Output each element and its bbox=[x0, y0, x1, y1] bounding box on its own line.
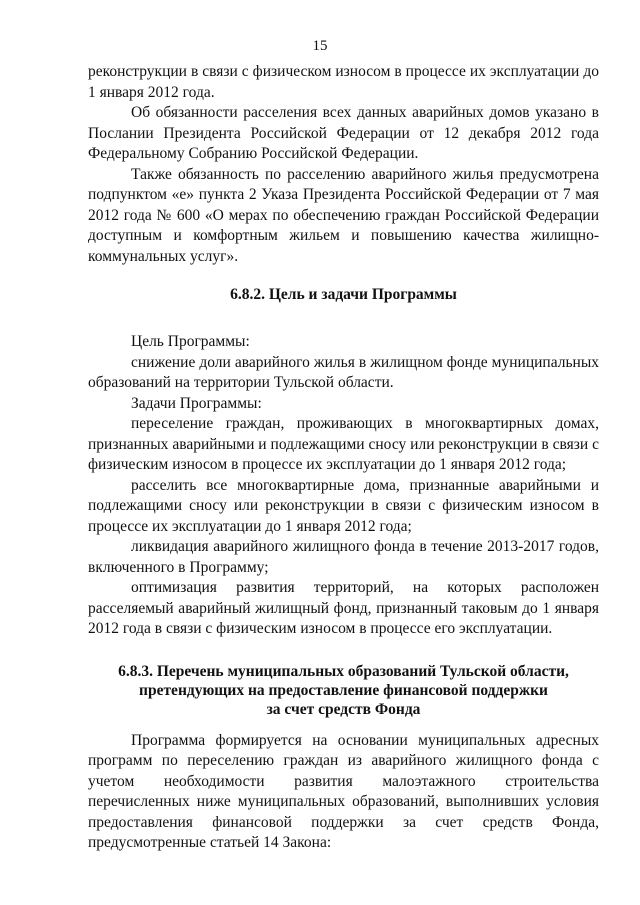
tasks-label: Задачи Программы: bbox=[131, 394, 262, 412]
section-683-heading bbox=[88, 662, 599, 719]
task-item-3: ликвидация аварийного жилищного фонда в течение 2013-2017 годов, включенного в Программу; bbox=[88, 538, 599, 576]
task-item-2: расселить все многоквартирные дома, признанные аварийными и подлежащими сносу или реконструкции в связи с физическим износом в процессе их эксплуатации до 1 января 2012 года; bbox=[88, 476, 599, 535]
section-683-paragraph: Программа формируется на основании муниципальных адресных программ по переселению граждан из аварийного жилищного фонда с учетом необходимости развития малоэтажного строительства перечисленных ниже муниципальных образований, выполнивших условия предоставления финансовой поддержки за счет средств Фонда, предусмотренные статьей 14 Закона: bbox=[88, 731, 599, 851]
task-item-4: оптимизация развития территорий, на которых расположен расселяемый аварийный жилищный фонд, признанный таковым до 1 января 2012 года в связи с физическим износом в процессе его эксплуатации. bbox=[88, 579, 599, 637]
task-item-1: переселение граждан, проживающих в многоквартирных домах, признанных аварийными и подлежащими сносу или реконструкции в связи с физическим износом в процессе их эксплуатации до 1 января 2012 года; bbox=[88, 415, 599, 473]
section-683-heading-line-1: 6.8.3. Перечень муниципальных образований Тульской области, bbox=[118, 662, 569, 680]
section-682-heading: 6.8.2. Цель и задачи Программы bbox=[230, 286, 457, 303]
intro-paragraph-2: Об обязанности расселения всех данных аварийных домов указано в Послании Президента Российской Федерации от 12 декабря 2012 года Федеральному Собранию Российской Федерации. bbox=[88, 104, 599, 162]
goal-text: снижение доли аварийного жилья в жилищном фонде муниципальных образований на территории Тульской области. bbox=[88, 353, 599, 391]
page-number: 15 bbox=[312, 38, 328, 54]
intro-paragraph-3: Также обязанность по расселению аварийного жилья предусмотрена подпунктом «е» пункта 2 Указа Президента Российской Федерации от 7 мая 2012 года № 600 «О мерах по обеспечению граждан Российской Федерации доступным и комфортным жильем и повышению качества жилищно-коммунальных услуг». bbox=[88, 165, 599, 265]
goal-label: Цель Программы: bbox=[131, 333, 250, 350]
intro-paragraph-1: реконструкции в связи с физическом износом в процессе их эксплуатации до 1 января 2012 года. bbox=[88, 63, 599, 101]
section-683-heading-line-3: за счет средств Фонда bbox=[266, 700, 421, 718]
section-683-heading-line-2: претендующих на предоставление финансовой поддержки bbox=[139, 681, 548, 699]
document-body bbox=[88, 62, 599, 854]
